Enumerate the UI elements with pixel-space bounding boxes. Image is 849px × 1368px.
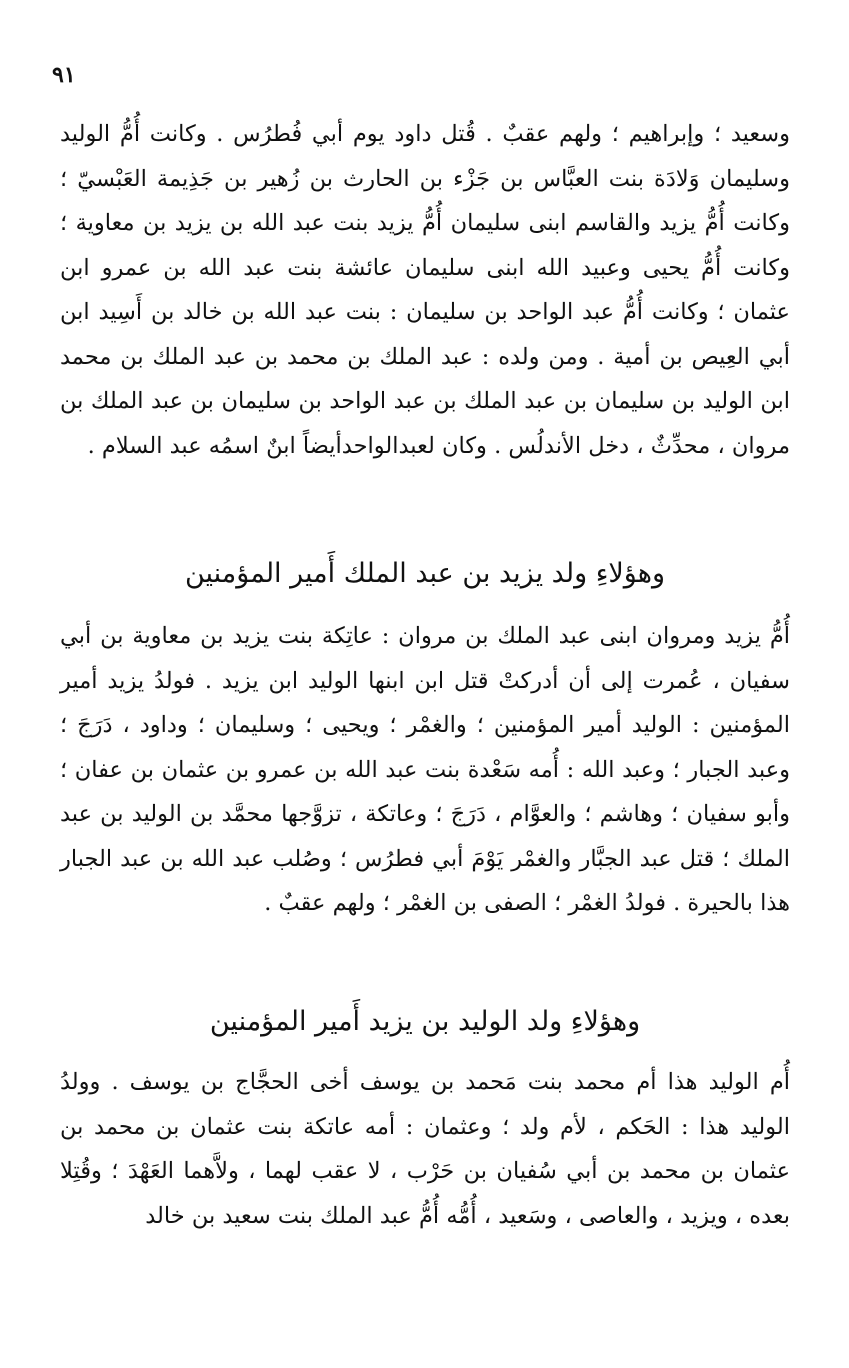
page-number: ٩١	[52, 62, 76, 88]
paragraph-walid-children: أُم الوليد هذا أم محمد بنت مَحمد بن يوسف أخى الحجَّاج بن يوسف . وولدُ الوليد هذا : الحَكم ، لأم ولد ؛ وعثمان : أمه عاتكة بنت عثمان بن محمد بن عثمان بن محمد بن أبي سُفيان بن حَرْب ، لا عقب لهما ، ولاَّهما العَهْدَ ؛ وقُتِلا بعده ، ويزيد ، والعاصى ، وسَعيد ، أُمُّه أُمُّ عبد الملك بنت سعيد بن خالد	[60, 1069, 790, 1229]
paragraph-yazid-children: أُمُّ يزيد ومروان ابنى عبد الملك بن مروان : عاتِكة بنت يزيد بن معاوية بن أبي سفيان ، عُمرت إلى أن أدركتْ قتل ابن ابنها الوليد ابن يزيد . فولدُ يزيد أمير المؤمنين : الوليد أمير المؤمنين ؛ والغمْر ؛ ويحيى ؛ وسليمان ؛ وداود ، دَرَجَ ؛ وعبد الجبار ؛ وعبد الله : أُمه سَعْدة بنت عبد الله بن عمرو بن عثمان بن عفان ؛ وأبو سفيان ؛ وهاشم ؛ والعوَّام ، دَرَجَ ؛ وعاتكة ، تزوَّجها محمَّد بن الوليد بن عبد الملك ؛ قتل عبد الجبَّار والغمْر يَوْمَ أبي فطرُس ؛ وصُلب عبد الله بن عبد الجبار هذا بالحيرة . فولدُ الغمْر ؛ الصفى بن الغمْر ؛ ولهم عقبٌ .	[60, 623, 790, 916]
paragraph-sulayman-children: وسعيد ؛ وإبراهيم ؛ ولهم عقبٌ . قُتل داود يوم أبي فُطرُس . وكانت أُمُّ الوليد وسليمان وَلادَة بنت العبَّاس بن جَزْء بن الحارث بن زُهير بن جَذِيمة العَبْسيّ ؛ وكانت أُمُّ يزيد والقاسم ابنى سليمان أُمُّ يزيد بنت عبد الله بن يزيد بن معاوية ؛ وكانت أُمُّ يحيى وعبيد الله ابنى سليمان عائشة بنت عبد الله بن عمرو ابن عثمان ؛ وكانت أُمُّ عبد الواحد بن سليمان : بنت عبد الله بن خالد بن أَسِيد ابن أبي العِيص بن أمية . ومن ولده : عبد الملك بن محمد بن عبد الملك بن محمد ابن الوليد بن سليمان بن عبد الملك بن عبد الواحد بن سليمان بن عبد الملك بن مروان ، محدِّثٌ ، دخل الأندلُس . وكان لعبدالواحدأيضاً ابنٌ اسمُه عبد السلام .	[60, 121, 790, 459]
section-heading-yazid: وهؤلاءِ ولد يزيد بن عبد الملك أَمير المؤمنين	[184, 558, 666, 589]
section-heading-walid: وهؤلاءِ ولد الوليد بن يزيد أَمير المؤمنين	[209, 1006, 641, 1037]
